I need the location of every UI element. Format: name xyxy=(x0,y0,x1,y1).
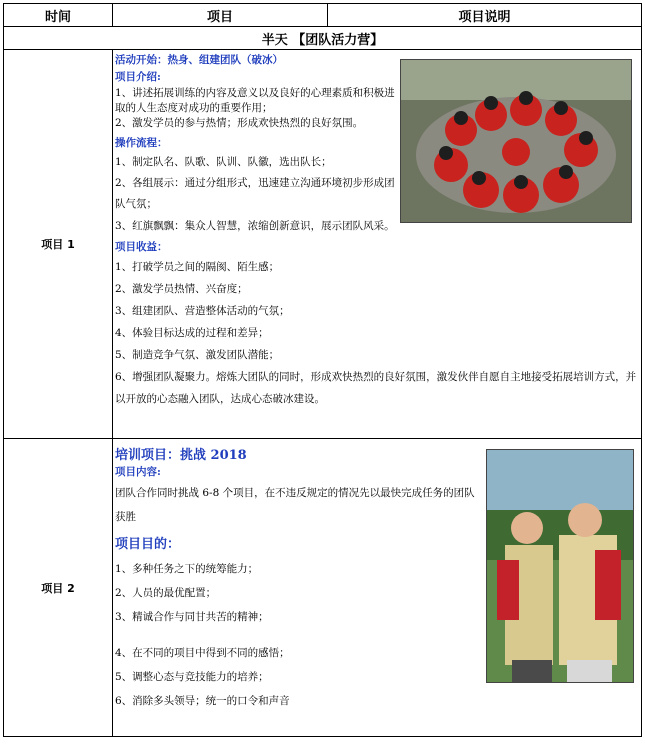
project1-intro-heading: 项目介绍: xyxy=(115,71,161,83)
project1-benefit-1: 1、打破学员之间的隔阂、陌生感； xyxy=(115,261,280,273)
project1-benefit-4: 4、体验目标达成的过程和差异； xyxy=(115,327,269,339)
project1-process-heading: 操作流程： xyxy=(115,137,168,149)
project2-goal-heading: 项目目的： xyxy=(115,537,181,552)
project1-row xyxy=(4,50,642,439)
half-day-row xyxy=(4,27,642,50)
project1-benefit-5: 5、制造竞争气氛、激发团队潜能； xyxy=(115,349,280,361)
project2-label: 项目 2 xyxy=(4,439,113,737)
header-item: 项目 xyxy=(113,4,328,27)
project2-goal-2: 2、人员的最优配置； xyxy=(115,587,217,599)
project2-goal-5: 5、调整心态与竞技能力的培养； xyxy=(115,671,269,683)
project1-cell xyxy=(113,50,642,439)
project1-benefit-3: 3、组建团队、营造整体活动的气氛； xyxy=(115,305,290,317)
header-description: 项目说明 xyxy=(328,4,642,27)
schedule-table xyxy=(3,3,642,737)
challenge-game-photo xyxy=(486,449,634,683)
project2-cell xyxy=(113,439,642,737)
project2-content: 团队合作同时挑战 6-8 个项目，在不违反规定的情况先以最快完成任务的团队获胜 xyxy=(115,487,475,523)
team-huddle-photo xyxy=(400,59,632,223)
header-row xyxy=(4,4,642,27)
project2-goal-3: 3、精诚合作与同甘共苦的精神； xyxy=(115,611,269,623)
project1-benefit-2: 2、激发学员热情、兴奋度； xyxy=(115,283,248,295)
project2-goal-6: 6、消除多头领导；统一的口令和声音 xyxy=(115,695,290,707)
project1-intro-2: 2、激发学员的参与热情；形成欢快热烈的良好氛围。 xyxy=(115,117,364,129)
project1-label: 项目 1 xyxy=(4,50,113,439)
project2-goal-1: 1、多种任务之下的统筹能力； xyxy=(115,563,259,575)
half-day-title: 半天 【团队活力营】 xyxy=(4,27,642,50)
project1-process-3: 3、红旗飘飘：集众人智慧，浓缩创新意识，展示团队风采。 xyxy=(115,220,395,232)
project1-process-2: 2、各组展示：通过分组形式，迅速建立沟通环境初步形成团队气氛； xyxy=(115,177,395,210)
project2-row xyxy=(4,439,642,737)
project1-process-1: 1、制定队名、队歌、队训、队徽，选出队长； xyxy=(115,156,332,168)
project2-title: 培训项目：挑战 2018 xyxy=(115,448,247,463)
header-time: 时间 xyxy=(4,4,113,27)
project1-benefit-heading: 项目收益： xyxy=(115,241,168,253)
project1-benefit-6: 6、增强团队凝聚力。熔炼大团队的同时，形成欢快热烈的良好氛围，激发伙伴自愿自主地接受拓展培训方式，并以开放的心态融入团队，达成心态破冰建设。 xyxy=(115,371,637,405)
project2-goal-4: 4、在不同的项目中得到不同的感悟； xyxy=(115,647,290,659)
project1-intro-1: 1、讲述拓展训练的内容及意义以及良好的心理素质和积极进取的人生态度对成功的重要作用； xyxy=(115,87,395,114)
project2-content-heading: 项目内容: xyxy=(115,466,161,478)
project1-title: 活动开始：热身、组建团队（破冰） xyxy=(115,54,283,66)
